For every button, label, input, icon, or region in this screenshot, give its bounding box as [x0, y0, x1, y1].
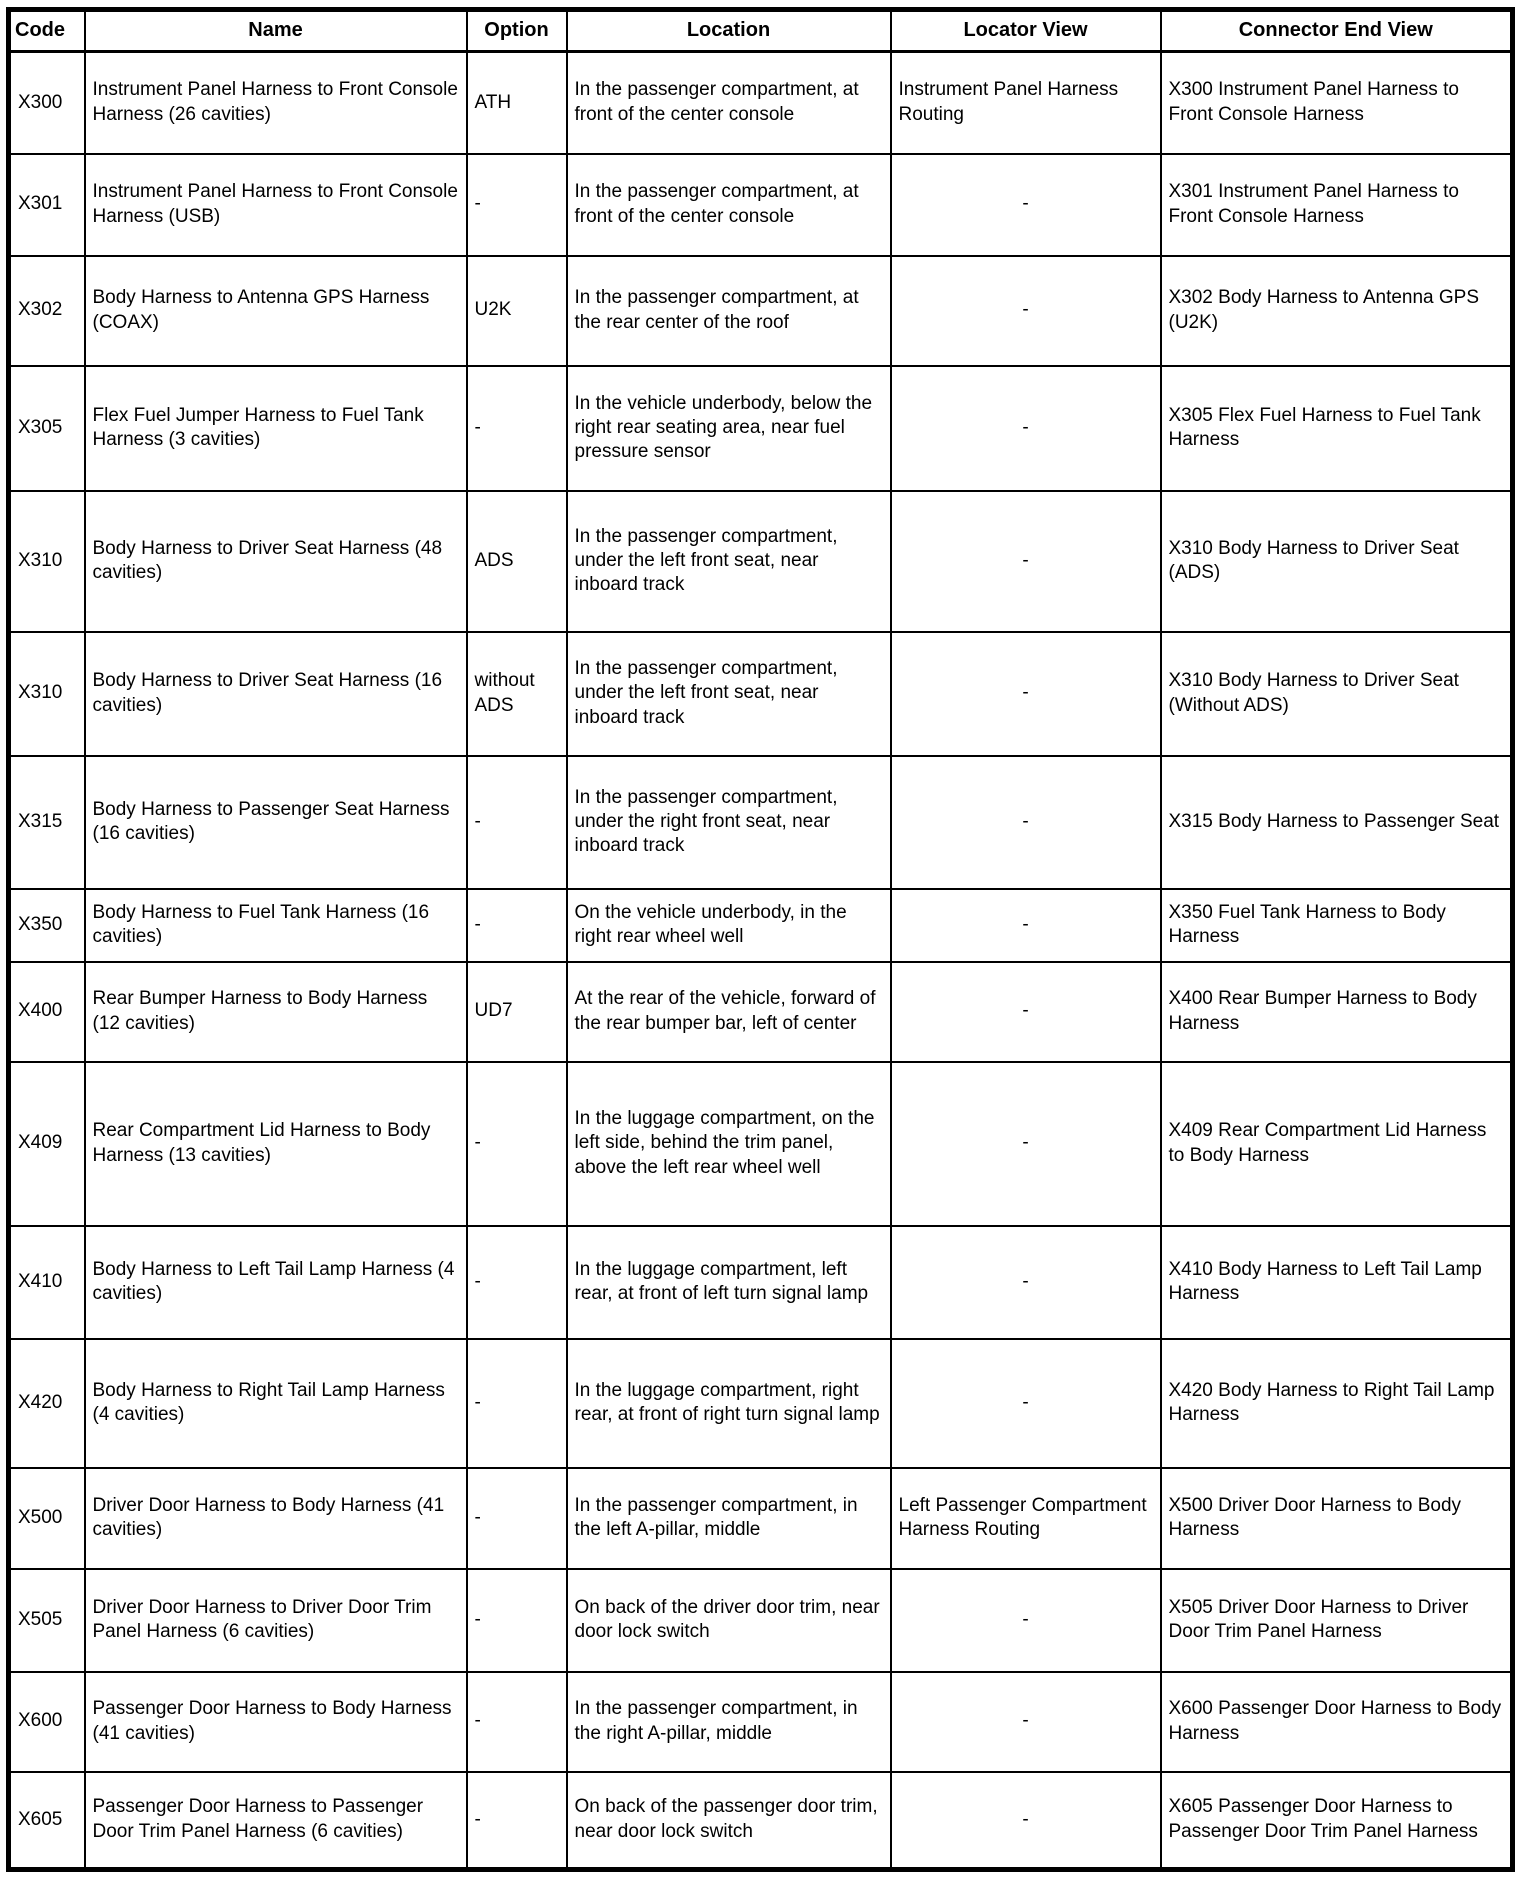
table-row-x310 [9, 491, 1513, 632]
cell-option: ADS [467, 491, 567, 632]
cell-location: In the passenger compartment, under the left front seat, near inboard track [567, 632, 891, 756]
cell-option: - [467, 1569, 567, 1672]
cell-location: In the vehicle underbody, below the right rear seating area, near fuel pressure sensor [567, 366, 891, 491]
cell-location: In the luggage compartment, right rear, at front of right turn signal lamp [567, 1339, 891, 1468]
cell-locator-view: - [891, 756, 1161, 889]
cell-code: X410 [9, 1226, 85, 1339]
cell-name: Body Harness to Fuel Tank Harness (16 cavities) [85, 889, 467, 962]
cell-locator-view: - [891, 1339, 1161, 1468]
cell-locator-view: Instrument Panel Harness Routing [891, 52, 1161, 154]
cell-option: - [467, 756, 567, 889]
table-row-x410 [9, 1226, 1513, 1339]
cell-name: Passenger Door Harness to Passenger Door Trim Panel Harness (6 cavities) [85, 1772, 467, 1870]
cell-connector-end-view: X310 Body Harness to Driver Seat (Without ADS) [1161, 632, 1513, 756]
table-row-x505 [9, 1569, 1513, 1672]
cell-locator-view: - [891, 889, 1161, 962]
cell-name: Rear Compartment Lid Harness to Body Harness (13 cavities) [85, 1062, 467, 1226]
cell-name: Body Harness to Driver Seat Harness (48 cavities) [85, 491, 467, 632]
column-header-location: Location [567, 10, 891, 52]
table-row-x500 [9, 1468, 1513, 1569]
cell-locator-view: - [891, 632, 1161, 756]
cell-location: In the passenger compartment, at front of the center console [567, 52, 891, 154]
cell-connector-end-view: X605 Passenger Door Harness to Passenger Door Trim Panel Harness [1161, 1772, 1513, 1870]
cell-option: - [467, 1062, 567, 1226]
cell-code: X505 [9, 1569, 85, 1672]
cell-option: without ADS [467, 632, 567, 756]
cell-location: In the luggage compartment, on the left side, behind the trim panel, above the left rear wheel well [567, 1062, 891, 1226]
cell-code: X300 [9, 52, 85, 154]
cell-connector-end-view: X500 Driver Door Harness to Body Harness [1161, 1468, 1513, 1569]
cell-option: - [467, 1672, 567, 1772]
cell-connector-end-view: X409 Rear Compartment Lid Harness to Body Harness [1161, 1062, 1513, 1226]
cell-code: X350 [9, 889, 85, 962]
header-row [9, 10, 1513, 52]
cell-name: Instrument Panel Harness to Front Console Harness (26 cavities) [85, 52, 467, 154]
cell-name: Passenger Door Harness to Body Harness (41 cavities) [85, 1672, 467, 1772]
cell-name: Body Harness to Left Tail Lamp Harness (4 cavities) [85, 1226, 467, 1339]
cell-code: X400 [9, 962, 85, 1062]
cell-code: X315 [9, 756, 85, 889]
cell-name: Driver Door Harness to Driver Door Trim Panel Harness (6 cavities) [85, 1569, 467, 1672]
cell-locator-view: Left Passenger Compartment Harness Routing [891, 1468, 1161, 1569]
cell-name: Flex Fuel Jumper Harness to Fuel Tank Harness (3 cavities) [85, 366, 467, 491]
table-row-x400 [9, 962, 1513, 1062]
cell-code: X409 [9, 1062, 85, 1226]
cell-locator-view: - [891, 1062, 1161, 1226]
table-row-x302 [9, 256, 1513, 366]
cell-code: X310 [9, 632, 85, 756]
cell-connector-end-view: X400 Rear Bumper Harness to Body Harness [1161, 962, 1513, 1062]
table-row-x420 [9, 1339, 1513, 1468]
cell-option: - [467, 1339, 567, 1468]
cell-connector-end-view: X315 Body Harness to Passenger Seat [1161, 756, 1513, 889]
table-row-x305 [9, 366, 1513, 491]
cell-code: X420 [9, 1339, 85, 1468]
cell-location: In the luggage compartment, left rear, at front of left turn signal lamp [567, 1226, 891, 1339]
cell-name: Body Harness to Antenna GPS Harness (COAX) [85, 256, 467, 366]
cell-option: - [467, 889, 567, 962]
cell-code: X302 [9, 256, 85, 366]
cell-option: - [467, 1468, 567, 1569]
cell-option: - [467, 1226, 567, 1339]
cell-connector-end-view: X301 Instrument Panel Harness to Front Console Harness [1161, 154, 1513, 256]
cell-location: On back of the passenger door trim, near door lock switch [567, 1772, 891, 1870]
cell-location: In the passenger compartment, under the left front seat, near inboard track [567, 491, 891, 632]
table-row-x350 [9, 889, 1513, 962]
cell-locator-view: - [891, 154, 1161, 256]
cell-name: Body Harness to Driver Seat Harness (16 cavities) [85, 632, 467, 756]
cell-option: U2K [467, 256, 567, 366]
cell-name: Rear Bumper Harness to Body Harness (12 cavities) [85, 962, 467, 1062]
connector-location-table [6, 7, 1515, 1872]
cell-connector-end-view: X302 Body Harness to Antenna GPS (U2K) [1161, 256, 1513, 366]
table-row-x605 [9, 1772, 1513, 1870]
cell-connector-end-view: X350 Fuel Tank Harness to Body Harness [1161, 889, 1513, 962]
cell-location: At the rear of the vehicle, forward of the rear bumper bar, left of center [567, 962, 891, 1062]
column-header-option: Option [467, 10, 567, 52]
cell-location: On the vehicle underbody, in the right rear wheel well [567, 889, 891, 962]
cell-name: Body Harness to Right Tail Lamp Harness (4 cavities) [85, 1339, 467, 1468]
cell-locator-view: - [891, 256, 1161, 366]
cell-location: On back of the driver door trim, near door lock switch [567, 1569, 891, 1672]
table-row-x300 [9, 52, 1513, 154]
cell-location: In the passenger compartment, at the rear center of the roof [567, 256, 891, 366]
cell-location: In the passenger compartment, in the right A-pillar, middle [567, 1672, 891, 1772]
cell-name: Body Harness to Passenger Seat Harness (16 cavities) [85, 756, 467, 889]
cell-connector-end-view: X410 Body Harness to Left Tail Lamp Harness [1161, 1226, 1513, 1339]
cell-connector-end-view: X300 Instrument Panel Harness to Front Console Harness [1161, 52, 1513, 154]
cell-location: In the passenger compartment, in the left A-pillar, middle [567, 1468, 891, 1569]
table-row-x409 [9, 1062, 1513, 1226]
cell-code: X605 [9, 1772, 85, 1870]
cell-code: X301 [9, 154, 85, 256]
table-row-x310-b [9, 632, 1513, 756]
cell-option: ATH [467, 52, 567, 154]
column-header-locator-view: Locator View [891, 10, 1161, 52]
cell-connector-end-view: X310 Body Harness to Driver Seat (ADS) [1161, 491, 1513, 632]
cell-option: - [467, 366, 567, 491]
cell-code: X310 [9, 491, 85, 632]
cell-connector-end-view: X420 Body Harness to Right Tail Lamp Harness [1161, 1339, 1513, 1468]
cell-connector-end-view: X305 Flex Fuel Harness to Fuel Tank Harness [1161, 366, 1513, 491]
cell-code: X600 [9, 1672, 85, 1772]
cell-option: - [467, 154, 567, 256]
cell-locator-view: - [891, 1672, 1161, 1772]
cell-location: In the passenger compartment, under the right front seat, near inboard track [567, 756, 891, 889]
table-row-x301 [9, 154, 1513, 256]
cell-name: Instrument Panel Harness to Front Console Harness (USB) [85, 154, 467, 256]
cell-code: X500 [9, 1468, 85, 1569]
cell-locator-view: - [891, 1226, 1161, 1339]
cell-name: Driver Door Harness to Body Harness (41 cavities) [85, 1468, 467, 1569]
table-row-x315 [9, 756, 1513, 889]
cell-locator-view: - [891, 962, 1161, 1062]
table-row-x600 [9, 1672, 1513, 1772]
column-header-connector-end-view: Connector End View [1161, 10, 1513, 52]
cell-code: X305 [9, 366, 85, 491]
cell-connector-end-view: X600 Passenger Door Harness to Body Harness [1161, 1672, 1513, 1772]
cell-option: - [467, 1772, 567, 1870]
cell-locator-view: - [891, 491, 1161, 632]
cell-locator-view: - [891, 1569, 1161, 1672]
cell-connector-end-view: X505 Driver Door Harness to Driver Door Trim Panel Harness [1161, 1569, 1513, 1672]
cell-locator-view: - [891, 366, 1161, 491]
column-header-code: Code [9, 10, 85, 52]
column-header-name: Name [85, 10, 467, 52]
cell-location: In the passenger compartment, at front of the center console [567, 154, 891, 256]
cell-locator-view: - [891, 1772, 1161, 1870]
cell-option: UD7 [467, 962, 567, 1062]
